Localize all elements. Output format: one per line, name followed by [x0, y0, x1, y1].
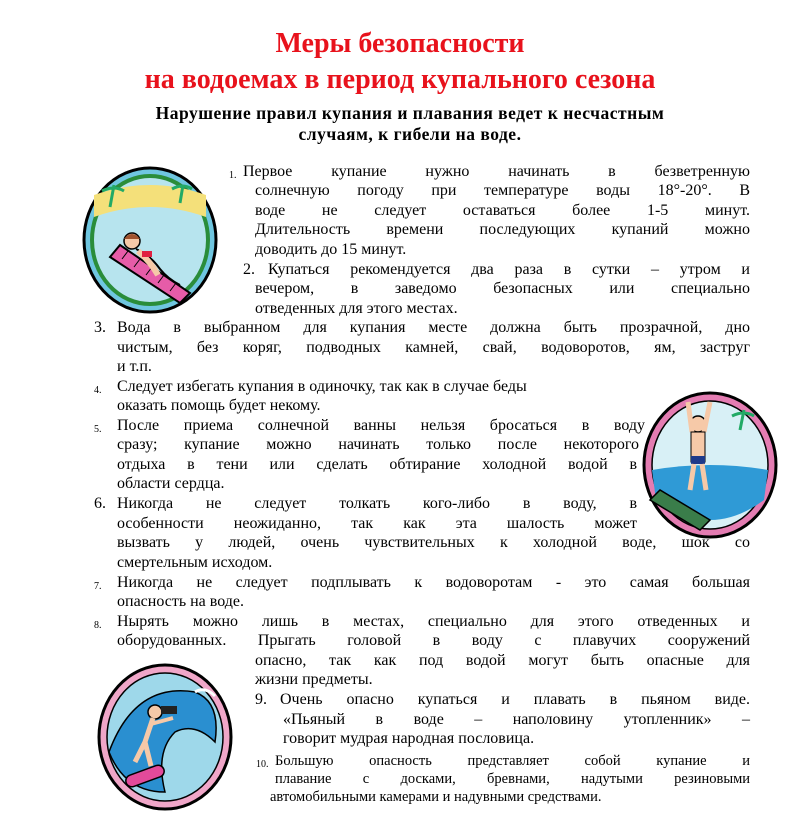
rule-line: Большую опасность представляет собой купание и	[275, 753, 750, 769]
rule-line: опасность на воде.	[117, 593, 245, 610]
rule-line: жизни предметы.	[255, 671, 373, 688]
rule-line: чистым, без коряг, подводных камней, свай, водоворотов, ям, заструг	[117, 339, 750, 356]
rule-line: Никогда не следует подплывать к водоворотам - это самая большая	[117, 574, 750, 591]
rule-line: отдыха в тени или сделать обтирание холодной водой в	[117, 456, 637, 473]
rule-line: области сердца.	[117, 475, 225, 492]
rule-line: вечером, в заведомо безопасных или специально	[255, 280, 750, 297]
rule-line: воде не следует оставаться более 1-5 минут.	[255, 202, 750, 219]
page-title: Меры безопасности	[275, 28, 525, 59]
sunbather-illustration	[80, 165, 220, 315]
rule-number: 7.	[94, 581, 102, 592]
rule-line: и т.п.	[117, 358, 152, 375]
rule-line: плавание с досками, бревнами, надутыми резиновыми	[275, 771, 750, 787]
rule-number: 8.	[94, 620, 102, 631]
rule-line: «Пьяный в воде – наполовину утопленник» –	[283, 711, 750, 728]
rule-number: 5.	[94, 424, 102, 435]
rule-line: Вода в выбранном для купания месте должна быть прозрачной, дно	[117, 319, 750, 336]
subtitle-line1: Нарушение правил купания и плавания ведет к несчастным	[155, 103, 665, 123]
rule-line: Длительность времени последующих купаний можно	[255, 221, 750, 238]
rule-number: 9.	[255, 691, 267, 708]
rule-number: 2.	[243, 261, 255, 278]
rule-line: доводить до 15 минут.	[255, 241, 407, 258]
rule-line: После приема солнечной ванны нельзя бросаться в воду	[117, 417, 645, 434]
rule-line: оказать помощь будет некому.	[117, 397, 321, 414]
rule-line: Никогда не следует толкать кого-либо в воду, в	[117, 495, 637, 512]
surfer-illustration	[95, 662, 235, 812]
page-subtitle	[90, 103, 730, 145]
rule-line: говорит мудрая народная пословица.	[283, 730, 535, 747]
rule-line: вызвать у людей, очень чувствительных к холодной воде, шок со	[117, 534, 750, 551]
rule-line: сразу; купание можно начинать только после некоторого	[117, 436, 639, 453]
rule-line: Купаться рекомендуется два раза в сутки – утром и	[268, 261, 750, 278]
rule-number: 6.	[94, 495, 106, 512]
rule-line: Первое купание нужно начинать в безветренную	[243, 163, 750, 180]
rule-number: 10.	[256, 759, 269, 770]
rule-number: 4.	[94, 385, 102, 396]
swimmer-illustration	[640, 390, 780, 540]
rule-number: 3.	[94, 319, 106, 336]
rule-line: оборудованных. Прыгать головой в воду с плавучих сооружений	[117, 632, 750, 649]
rule-line: Очень опасно купаться и плавать в пьяном виде.	[280, 691, 750, 708]
subtitle-line2: случаям, к гибели на воде.	[298, 124, 522, 144]
rule-line: солнечную погоду при температуре воды 18°-20°. В	[255, 182, 750, 199]
rule-line: опасно, так как под водой могут быть опасные для	[255, 652, 750, 669]
rule-line: смертельным исходом.	[117, 554, 273, 571]
rule-line: Следует избегать купания в одиночку, так как в случае беды	[117, 378, 527, 395]
rule-line: отведенных для этого местах.	[255, 300, 458, 317]
rule-line: Нырять можно лишь в местах, специально для этого отведенных и	[117, 613, 750, 630]
rule-line: особенности неожиданно, так как эта шалость может	[117, 515, 637, 532]
rule-number: 1.	[229, 170, 237, 181]
rule-line: автомобильными камерами и надувными средствами.	[270, 789, 602, 805]
page-title-line2: на водоемах в период купального сезона	[144, 64, 656, 95]
